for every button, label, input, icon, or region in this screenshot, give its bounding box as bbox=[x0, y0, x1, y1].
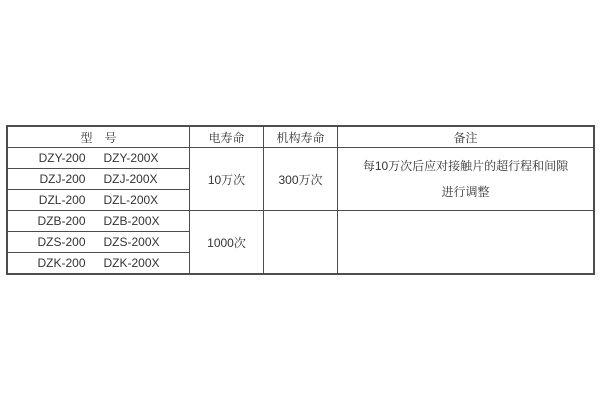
electrical-life-group2-cell: 1000次 bbox=[190, 211, 264, 274]
header-mechanical-life: 机构寿命 bbox=[264, 127, 338, 148]
model-right: DZJ-200X bbox=[103, 172, 158, 186]
model-cell bbox=[8, 169, 190, 190]
model-pair bbox=[8, 151, 189, 165]
spec-table-frame bbox=[6, 125, 595, 275]
model-right: DZY-200X bbox=[103, 151, 159, 165]
model-cell bbox=[8, 211, 190, 232]
spec-table bbox=[7, 126, 594, 274]
header-remarks: 备注 bbox=[338, 127, 594, 148]
model-right: DZB-200X bbox=[103, 214, 160, 228]
remark-line-2: 进行调整 bbox=[441, 185, 490, 199]
model-pair bbox=[8, 172, 189, 186]
remarks-group1-cell bbox=[338, 148, 594, 211]
mechanical-life-group1-cell: 300万次 bbox=[264, 148, 338, 211]
model-left: DZK-200 bbox=[37, 256, 86, 270]
model-pair bbox=[8, 235, 189, 249]
header-model: 型 号 bbox=[8, 127, 190, 148]
remark-line-1: 每10万次后应对接触片的超行程和间隙 bbox=[362, 159, 569, 173]
model-right: DZS-200X bbox=[103, 235, 160, 249]
model-cell bbox=[8, 190, 190, 211]
remarks-group2-cell bbox=[338, 211, 594, 274]
table-row bbox=[8, 211, 594, 232]
model-left: DZS-200 bbox=[37, 235, 86, 249]
model-right: DZK-200X bbox=[103, 256, 160, 270]
model-left: DZB-200 bbox=[37, 214, 86, 228]
model-cell bbox=[8, 253, 190, 274]
header-electrical-life: 电寿命 bbox=[190, 127, 264, 148]
table-row bbox=[8, 148, 594, 169]
model-pair bbox=[8, 256, 189, 270]
model-pair bbox=[8, 214, 189, 228]
model-pair bbox=[8, 193, 189, 207]
model-left: DZL-200 bbox=[38, 193, 86, 207]
model-left: DZJ-200 bbox=[39, 172, 86, 186]
model-cell bbox=[8, 148, 190, 169]
model-right: DZL-200X bbox=[103, 193, 159, 207]
electrical-life-group1-cell: 10万次 bbox=[190, 148, 264, 211]
model-left: DZY-200 bbox=[38, 151, 86, 165]
mechanical-life-group2-cell bbox=[264, 211, 338, 274]
model-cell bbox=[8, 232, 190, 253]
header-row bbox=[8, 127, 594, 148]
